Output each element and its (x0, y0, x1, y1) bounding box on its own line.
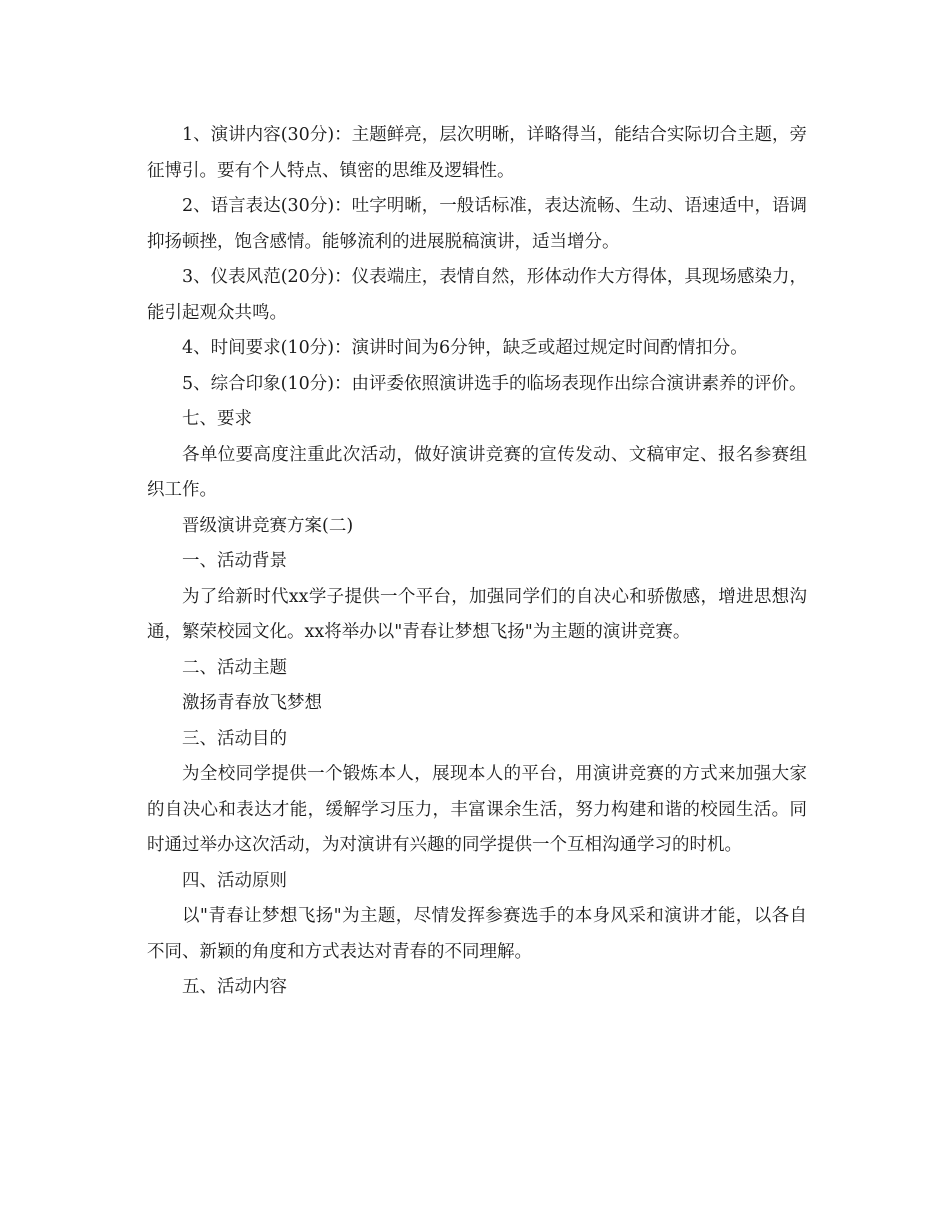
section-heading-theme: 二、活动主题 (182, 657, 287, 678)
document-subtitle: 晋级演讲竞赛方案(二) (182, 515, 354, 536)
scoring-item-appearance: 3、仪表风范(20分)：仪表端庄，表情自然，形体动作大方得体，具现场感染力，能引起观众共鸣。 (147, 267, 807, 323)
section-heading-content: 五、活动内容 (182, 977, 287, 997)
scoring-item-language: 2、语言表达(30分)：吐字明晰，一般话标准，表达流畅、生动、语速适中，语调抑扬顿挫，饱含感情。能够流利的进展脱稿演讲，适当增分。 (147, 196, 807, 252)
section-heading-background: 一、活动背景 (182, 551, 287, 571)
scoring-item-content: 1、演讲内容(30分)：主题鲜亮，层次明晰，详略得当，能结合实际切合主题，旁征博引。要有个人特点、镇密的思维及逻辑性。 (147, 125, 807, 181)
background-paragraph: 为了给新时代xx学子提供一个平台，加强同学们的自决心和骄傲感，增进思想沟通，繁荣校园文化。xx将举办以"青春让梦想飞扬"为主题的演讲竞赛。 (147, 586, 807, 642)
section-heading-principles: 四、活动原则 (182, 870, 287, 891)
purpose-paragraph: 为全校同学提供一个锻炼本人，展现本人的平台，用演讲竞赛的方式来加强大家的自决心和表达才能，缓解学习压力，丰富课余生活，努力构建和谐的校园生活。同时通过举办这次活动，为对演讲有兴趣的同学提供一个互相沟通学习的时机。 (147, 764, 807, 855)
section-heading-purpose: 三、活动目的 (182, 728, 287, 749)
section-heading-requirements: 七、要求 (182, 409, 252, 429)
scoring-item-time: 4、时间要求(10分)：演讲时间为6分钟，缺乏或超过规定时间酌情扣分。 (182, 338, 748, 358)
requirements-paragraph: 各单位要高度注重此次活动，做好演讲竞赛的宣传发动、文稿审定、报名参赛组织工作。 (147, 444, 807, 500)
principles-paragraph: 以"青春让梦想飞扬"为主题，尽情发挥参赛选手的本身风采和演讲才能，以各自不同、新颖的角度和方式表达对青春的不同理解。 (147, 906, 807, 962)
scoring-item-overall: 5、综合印象(10分)：由评委依照演讲选手的临场表现作出综合演讲素养的评价。 (182, 373, 807, 394)
document-page (147, 118, 807, 1006)
theme-paragraph: 激扬青春放飞梦想 (182, 693, 322, 713)
